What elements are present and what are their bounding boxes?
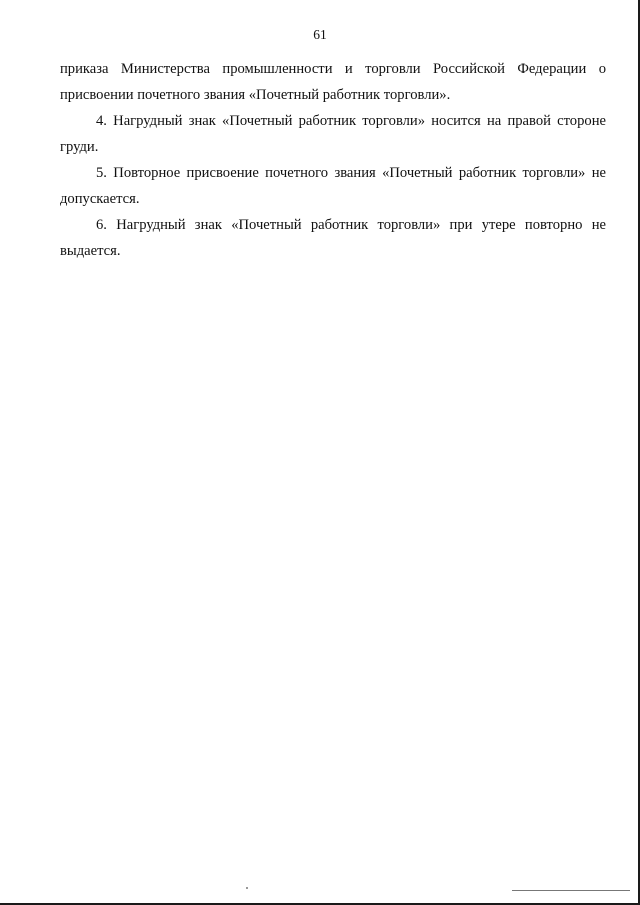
paragraph-item-4 [60,108,606,160]
text-line: 5. Повторное присвоение почетного звания «Почетный работник торговли» не [96,165,606,181]
text-line: груди. [60,139,99,155]
text-line: присвоении почетного звания «Почетный работник торговли». [60,87,451,103]
paragraph-item-5 [60,160,606,212]
text-line: приказа Министерства промышленности и торговли Российской Федерации о [60,61,606,77]
page-number: 61 [313,27,327,42]
document-body [60,56,606,264]
scan-artifact-line [512,890,630,891]
scan-artifact-dot [246,887,248,889]
text-line: 6. Нагрудный знак «Почетный работник торговли» при утере повторно не [96,217,606,233]
text-line: допускается. [60,191,140,207]
text-line: 4. Нагрудный знак «Почетный работник торговли» носится на правой стороне [96,113,606,129]
paragraph-continuation [60,56,606,108]
paragraph-item-6 [60,212,606,264]
text-line: выдается. [60,243,121,259]
